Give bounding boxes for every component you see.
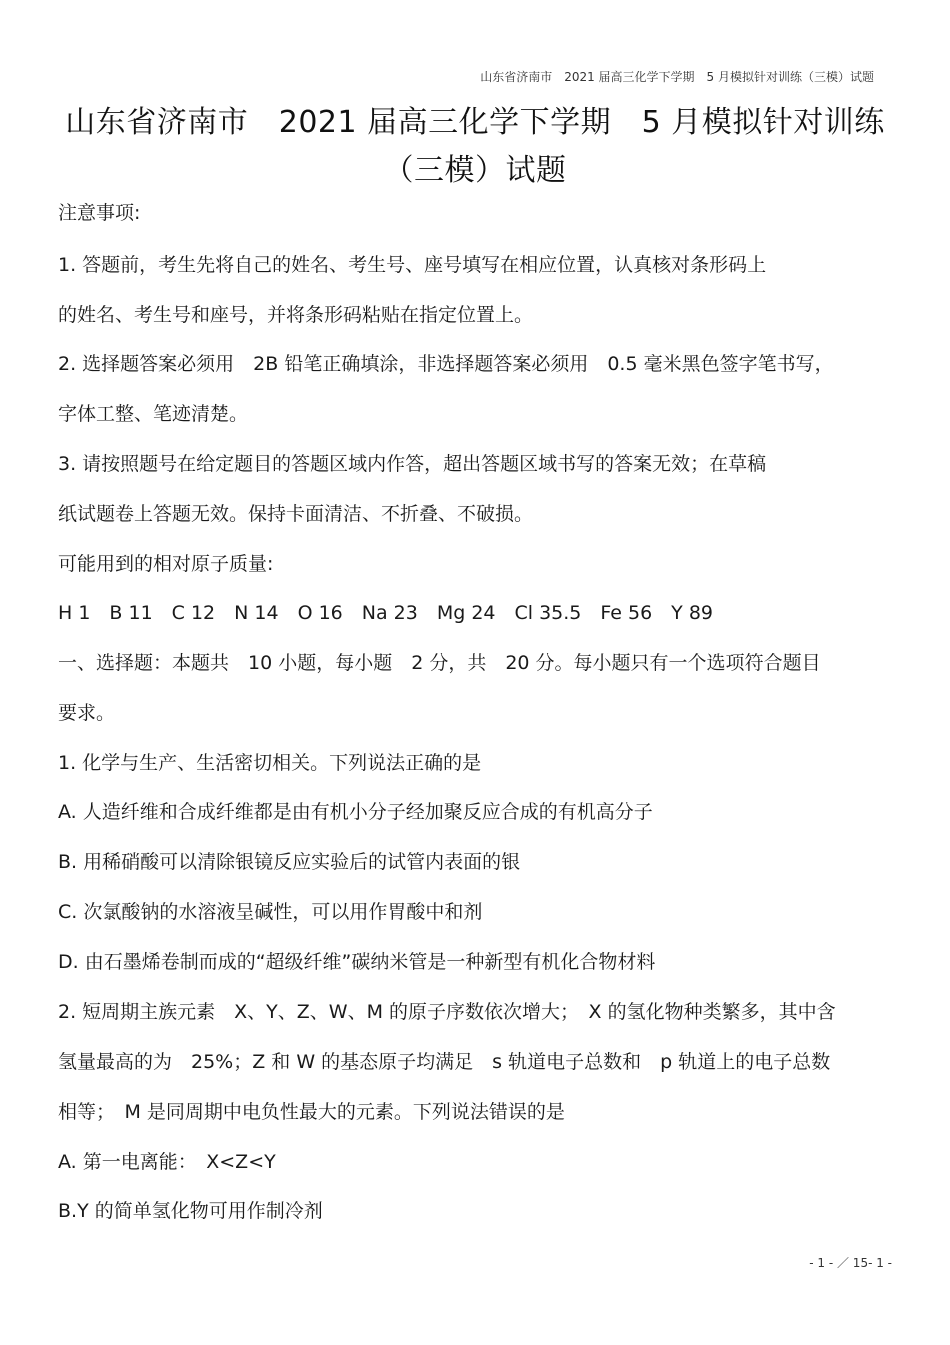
question-1-option-c: C. 次氯酸钠的水溶液呈碱性，可以用作胃酸中和剂: [58, 901, 483, 923]
notice-item-2: 2. 选择题答案必须用 2B 铅笔正确填涂，非选择题答案必须用 0.5 毫米黑色签字笔书写，: [58, 353, 834, 375]
document-title-line-2: （三模）试题: [383, 153, 567, 188]
question-1-option-d: D. 由石墨烯卷制而成的“超级纤维”碳纳米管是一种新型有机化合物材料: [58, 951, 656, 973]
question-1-option-b: B. 用稀硝酸可以清除银镜反应实验后的试管内表面的银: [58, 851, 521, 873]
running-header: 山东省济南市 2021 届高三化学下学期 5 月模拟针对训练（三模）试题: [480, 70, 874, 84]
question-2-option-a: A. 第一电离能： X<Z<Y: [58, 1151, 276, 1173]
notice-item-3: 3. 请按照题号在给定题目的答题区域内作答，超出答题区域书写的答案无效；在草稿: [58, 453, 767, 475]
notice-heading: 注意事项:: [58, 202, 141, 224]
atomic-mass-heading: 可能用到的相对原子质量:: [58, 553, 274, 575]
question-2-option-b: B.Y 的简单氢化物可用作制冷剂: [58, 1200, 323, 1222]
page-number: - 1 - ／ 15- 1 -: [809, 1256, 892, 1270]
atomic-mass-list: H 1 B 11 C 12 N 14 O 16 Na 23 Mg 24 Cl 35.5 Fe 56 Y 89: [58, 602, 713, 624]
section-heading: 一、选择题：本题共 10 小题，每小题 2 分，共 20 分。每小题只有一个选项符合题目: [58, 652, 821, 674]
section-heading-cont: 要求。: [58, 702, 116, 724]
question-2-stem-cont: 氢量最高的为 25%；Z 和 W 的基态原子均满足 s 轨道电子总数和 p 轨道上的电子总数: [58, 1051, 831, 1073]
question-1-option-a: A. 人造纤维和合成纤维都是由有机小分子经加聚反应合成的有机高分子: [58, 801, 653, 823]
notice-item-2-cont: 字体工整、笔迹清楚。: [58, 403, 249, 425]
question-2-stem: 2. 短周期主族元素 X、Y、Z、W、M 的原子序数依次增大； X 的氢化物种类繁多，其中含: [58, 1001, 836, 1023]
question-1-stem: 1. 化学与生产、生活密切相关。下列说法正确的是: [58, 752, 482, 774]
notice-item-3-cont: 纸试题卷上答题无效。保持卡面清洁、不折叠、不破损。: [58, 503, 534, 525]
notice-item-1-cont: 的姓名、考生号和座号，并将条形码粘贴在指定位置上。: [58, 304, 534, 326]
question-2-stem-cont-2: 相等； M 是同周期中电负性最大的元素。下列说法错误的是: [58, 1101, 565, 1123]
document-title-line-1: 山东省济南市 2021 届高三化学下学期 5 月模拟针对训练: [65, 105, 885, 140]
notice-item-1: 1. 答题前，考生先将自己的姓名、考生号、座号填写在相应位置，认真核对条形码上: [58, 254, 767, 276]
